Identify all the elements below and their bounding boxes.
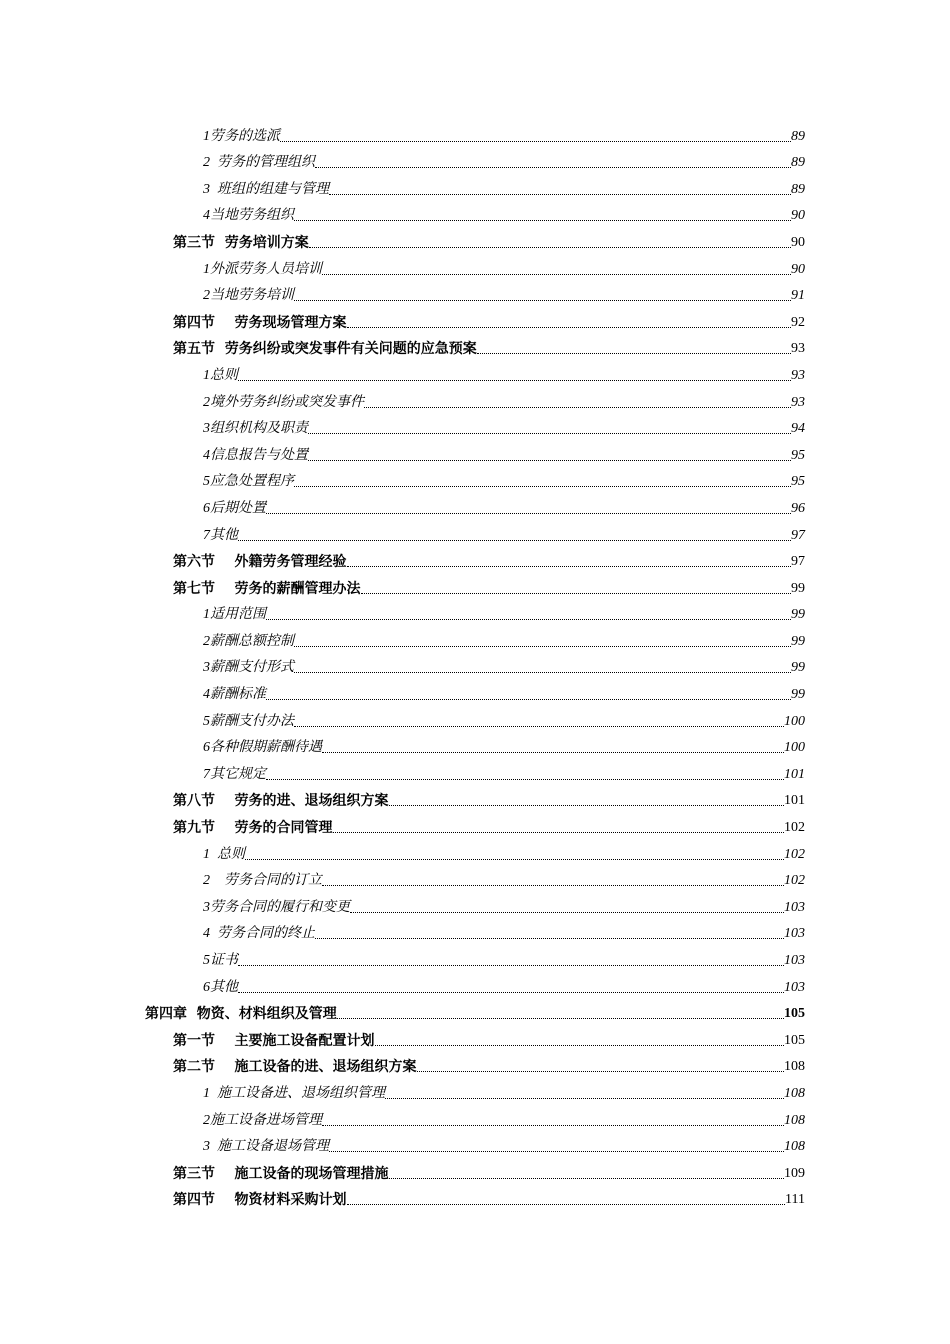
toc-entry-title: 6各种假期薪酬待遇 — [203, 740, 322, 756]
toc-subsection-entry[interactable] — [0, 1103, 950, 1130]
toc-entry-title: 第四章 物资、材料组织及管理 — [145, 1006, 337, 1023]
toc-entry-page-number: 100 — [784, 740, 805, 756]
toc-subsection-entry[interactable] — [0, 146, 950, 173]
toc-subsection-entry[interactable] — [0, 943, 950, 970]
toc-section-entry[interactable] — [0, 332, 950, 359]
toc-subsection-entry[interactable] — [0, 704, 950, 731]
dot-leader — [266, 512, 791, 514]
dot-leader — [329, 1150, 784, 1152]
toc-entry-title: 5薪酬支付办法 — [203, 713, 294, 729]
toc-entry-page-number: 90 — [791, 208, 805, 224]
dot-leader — [266, 618, 791, 620]
toc-section-entry[interactable] — [0, 571, 950, 598]
dot-leader — [375, 1044, 785, 1046]
dot-leader — [337, 1017, 784, 1019]
toc-subsection-entry[interactable] — [0, 412, 950, 439]
toc-section-entry[interactable] — [0, 1023, 950, 1050]
toc-entry-title: 2薪酬总额控制 — [203, 633, 294, 649]
toc-entry-title: 第一节 主要施工设备配置计划 — [173, 1032, 375, 1049]
toc-entry-title: 4当地劳务组织 — [203, 208, 294, 224]
toc-entry-title: 2施工设备进场管理 — [203, 1112, 322, 1128]
dot-leader — [347, 565, 792, 567]
toc-entry-title: 第五节 劳务纠纷或突发事件有关问题的应急预案 — [173, 341, 477, 358]
toc-entry-page-number: 99 — [791, 580, 805, 596]
toc-entry-page-number: 108 — [784, 1059, 805, 1075]
toc-subsection-entry[interactable] — [0, 119, 950, 146]
toc-subsection-entry[interactable] — [0, 172, 950, 199]
toc-entry-page-number: 93 — [791, 341, 805, 357]
toc-entry-page-number: 91 — [791, 288, 805, 304]
dot-leader — [322, 884, 784, 886]
toc-entry-page-number: 89 — [791, 181, 805, 197]
toc-subsection-entry[interactable] — [0, 438, 950, 465]
dot-leader — [389, 1177, 785, 1179]
dot-leader — [245, 858, 784, 860]
toc-subsection-entry[interactable] — [0, 199, 950, 226]
dot-leader — [322, 751, 784, 753]
toc-entry-page-number: 95 — [791, 447, 805, 463]
toc-subsection-entry[interactable] — [0, 358, 950, 385]
toc-entry-page-number: 90 — [791, 261, 805, 277]
toc-subsection-entry[interactable] — [0, 864, 950, 891]
toc-entry-title: 第九节 劳务的合同管理 — [173, 820, 333, 837]
toc-entry-title: 5应急处置程序 — [203, 474, 294, 490]
toc-section-entry[interactable] — [0, 1156, 950, 1183]
toc-entry-title: 1 总则 — [203, 846, 245, 862]
toc-entry-title: 第七节 劳务的薪酬管理办法 — [173, 580, 361, 597]
toc-entry-page-number: 109 — [784, 1165, 805, 1181]
toc-entry-page-number: 93 — [791, 394, 805, 410]
toc-entry-title: 第三节 施工设备的现场管理措施 — [173, 1165, 389, 1182]
toc-entry-page-number: 108 — [784, 1139, 805, 1155]
toc-entry-page-number: 105 — [784, 1032, 805, 1048]
toc-entry-title: 第八节 劳务的进、退场组织方案 — [173, 793, 389, 810]
dot-leader — [347, 326, 792, 328]
toc-subsection-entry[interactable] — [0, 677, 950, 704]
toc-section-entry[interactable] — [0, 545, 950, 572]
toc-entry-title: 3薪酬支付形式 — [203, 660, 294, 676]
toc-entry-title: 1 施工设备进、退场组织管理 — [203, 1085, 385, 1101]
toc-entry-title: 6后期处置 — [203, 500, 266, 516]
toc-subsection-entry[interactable] — [0, 491, 950, 518]
toc-entry-title: 4 劳务合同的终止 — [203, 926, 315, 942]
toc-entry-title: 2 劳务合同的订立 — [203, 873, 322, 889]
toc-entry-title: 3 施工设备退场管理 — [203, 1139, 329, 1155]
toc-chapter-entry[interactable] — [0, 997, 950, 1024]
dot-leader — [308, 432, 791, 434]
toc-entry-title: 1劳务的选派 — [203, 128, 280, 144]
toc-entry-title: 3组织机构及职责 — [203, 421, 308, 437]
toc-entry-title: 1总则 — [203, 367, 238, 383]
toc-entry-page-number: 111 — [785, 1192, 805, 1208]
toc-entry-page-number: 95 — [791, 474, 805, 490]
dot-leader — [238, 991, 784, 993]
toc-entry-page-number: 99 — [791, 660, 805, 676]
toc-subsection-entry[interactable] — [0, 917, 950, 944]
toc-entry-page-number: 99 — [791, 607, 805, 623]
toc-entry-title: 4信息报告与处置 — [203, 447, 308, 463]
toc-subsection-entry[interactable] — [0, 837, 950, 864]
dot-leader — [238, 964, 784, 966]
dot-leader — [294, 219, 791, 221]
dot-leader — [315, 937, 784, 939]
toc-section-entry[interactable] — [0, 1183, 950, 1210]
toc-section-entry[interactable] — [0, 225, 950, 252]
dot-leader — [238, 379, 791, 381]
dot-leader — [280, 140, 791, 142]
dot-leader — [294, 645, 791, 647]
toc-entry-page-number: 99 — [791, 687, 805, 703]
toc-entry-page-number: 93 — [791, 367, 805, 383]
toc-entry-title: 2当地劳务培训 — [203, 288, 294, 304]
toc-subsection-entry[interactable] — [0, 252, 950, 279]
toc-entry-page-number: 103 — [784, 899, 805, 915]
toc-entry-title: 4薪酬标准 — [203, 687, 266, 703]
toc-entry-page-number: 103 — [784, 926, 805, 942]
dot-leader — [309, 246, 791, 248]
dot-leader — [417, 1070, 785, 1072]
toc-entry-title: 3 班组的组建与管理 — [203, 181, 329, 197]
toc-subsection-entry[interactable] — [0, 385, 950, 412]
toc-entry-page-number: 102 — [784, 846, 805, 862]
toc-entry-page-number: 90 — [791, 234, 805, 250]
toc-entry-page-number: 94 — [791, 421, 805, 437]
toc-entry-page-number: 103 — [784, 953, 805, 968]
toc-subsection-entry[interactable] — [0, 598, 950, 625]
toc-entry-title: 第三节 劳务培训方案 — [173, 234, 309, 251]
toc-subsection-entry[interactable] — [0, 518, 950, 545]
toc-entry-page-number: 108 — [784, 1112, 805, 1128]
toc-entry-page-number: 103 — [784, 979, 805, 995]
toc-entry-page-number: 97 — [791, 527, 805, 543]
toc-subsection-entry[interactable] — [0, 651, 950, 678]
toc-entry-page-number: 102 — [784, 820, 805, 836]
toc-entry-title: 2 劳务的管理组织 — [203, 155, 315, 171]
dot-leader — [364, 406, 791, 408]
toc-subsection-entry[interactable] — [0, 890, 950, 917]
dot-leader — [477, 352, 791, 354]
toc-entry-title: 5证书 — [203, 953, 238, 968]
toc-subsection-entry[interactable] — [0, 279, 950, 306]
toc-entry-title: 第四节 劳务现场管理方案 — [173, 314, 347, 331]
dot-leader — [294, 485, 791, 487]
dot-leader — [389, 804, 785, 806]
toc-entry-page-number: 99 — [791, 633, 805, 649]
toc-entry-page-number: 89 — [791, 155, 805, 171]
toc-subsection-entry[interactable] — [0, 970, 950, 997]
dot-leader — [322, 273, 791, 275]
toc-entry-page-number: 101 — [784, 793, 805, 809]
toc-entry-page-number: 100 — [784, 713, 805, 729]
dot-leader — [322, 1124, 784, 1126]
toc-entry-page-number: 108 — [784, 1085, 805, 1101]
toc-entry-page-number: 92 — [791, 314, 805, 330]
toc-entry-page-number: 102 — [784, 873, 805, 889]
dot-leader — [350, 911, 784, 913]
dot-leader — [361, 592, 792, 594]
toc-subsection-entry[interactable] — [0, 624, 950, 651]
toc-entry-title: 第四节 物资材料采购计划 — [173, 1192, 347, 1209]
toc-subsection-entry[interactable] — [0, 465, 950, 492]
toc-entry-title: 7其它规定 — [203, 766, 266, 782]
dot-leader — [266, 778, 784, 780]
dot-leader — [294, 725, 784, 727]
toc-entry-title: 6其他 — [203, 979, 238, 995]
toc-subsection-entry[interactable] — [0, 1076, 950, 1103]
toc-entry-page-number: 101 — [784, 766, 805, 782]
dot-leader — [347, 1203, 786, 1205]
toc-section-entry[interactable] — [0, 784, 950, 811]
dot-leader — [294, 671, 791, 673]
toc-subsection-entry[interactable] — [0, 757, 950, 784]
toc-entry-title: 7其他 — [203, 527, 238, 543]
dot-leader — [308, 459, 791, 461]
toc-entry-title: 1适用范围 — [203, 607, 266, 623]
dot-leader — [385, 1097, 784, 1099]
toc-entry-title: 第六节 外籍劳务管理经验 — [173, 554, 347, 571]
dot-leader — [333, 831, 785, 833]
toc-entry-title: 1外派劳务人员培训 — [203, 261, 322, 277]
toc-entry-title: 3劳务合同的履行和变更 — [203, 899, 350, 915]
toc-entry-page-number: 89 — [791, 128, 805, 144]
toc-subsection-entry[interactable] — [0, 731, 950, 758]
dot-leader — [315, 166, 791, 168]
dot-leader — [329, 193, 791, 195]
toc-entry-page-number: 105 — [784, 1006, 805, 1022]
dot-leader — [238, 539, 791, 541]
toc-section-entry[interactable] — [0, 305, 950, 332]
toc-section-entry[interactable] — [0, 1050, 950, 1077]
table-of-contents — [0, 119, 950, 1209]
toc-entry-page-number: 96 — [791, 500, 805, 516]
toc-entry-title: 第二节 施工设备的进、退场组织方案 — [173, 1059, 417, 1076]
dot-leader — [266, 698, 791, 700]
toc-section-entry[interactable] — [0, 810, 950, 837]
dot-leader — [294, 299, 791, 301]
toc-subsection-entry[interactable] — [0, 1130, 950, 1157]
toc-entry-title: 2境外劳务纠纷或突发事件 — [203, 394, 364, 410]
toc-entry-page-number: 97 — [791, 554, 805, 570]
